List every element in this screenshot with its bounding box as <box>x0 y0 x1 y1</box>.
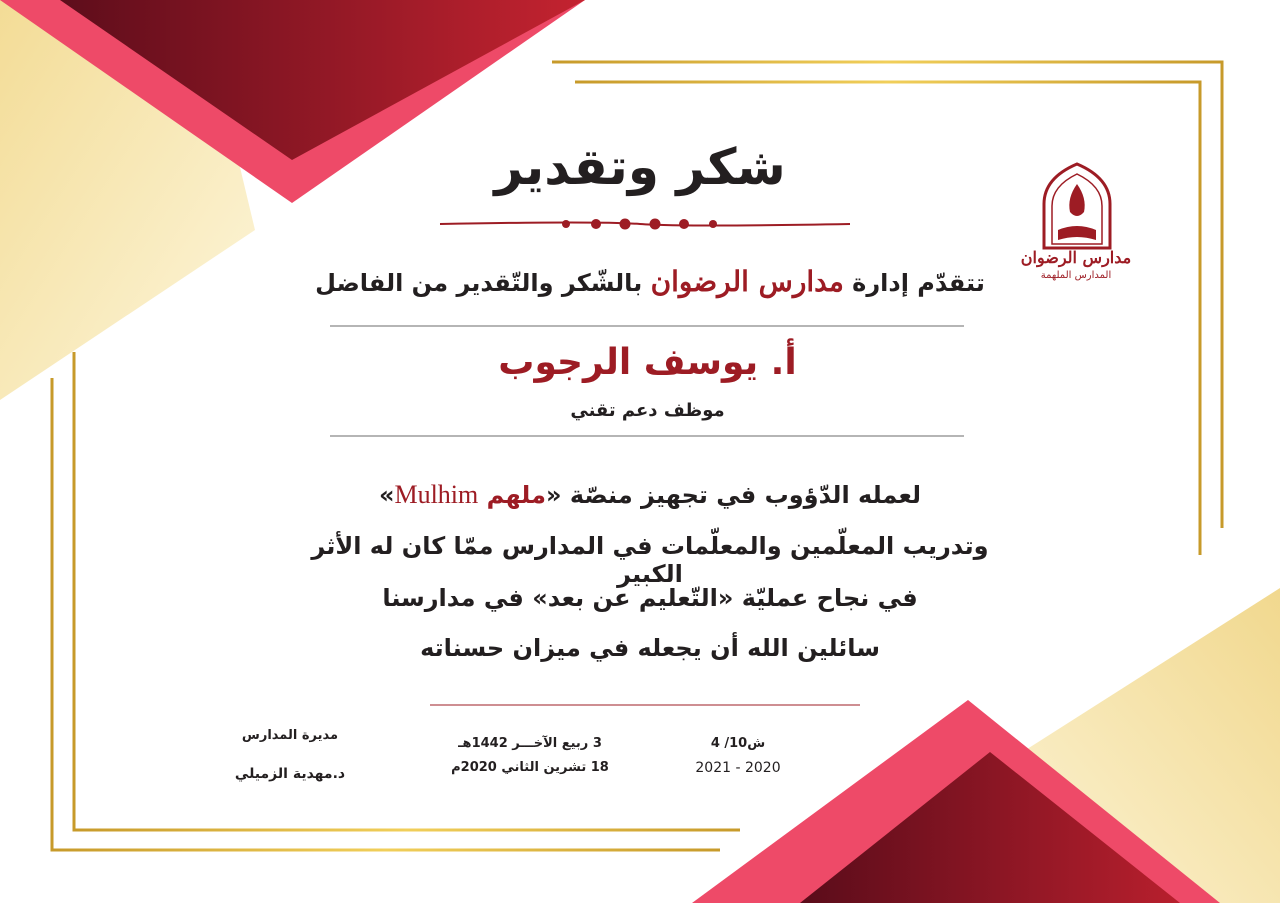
body-line-2: وتدريب المعلّمين والمعلّمات في المدارس ممّا كان له الأثر الكبير <box>311 532 989 588</box>
intro-line <box>300 265 1000 298</box>
body-line-3: في نجاح عمليّة «التّعليم عن بعد» في مدارسنا <box>382 584 918 612</box>
honoree-role: موظف دعم تقني <box>570 400 725 421</box>
title-ornament <box>440 219 850 230</box>
reference-number: ش10/ 4 <box>710 736 766 751</box>
reference-year: 2020 - 2021 <box>695 760 781 776</box>
intro-after: بالشّكر والتّقدير من الفاضل <box>315 269 651 297</box>
date-gregorian: 18 تشرين الثاني 2020م <box>451 760 609 775</box>
honoree-name: أ. يوسف الرجوب <box>498 342 797 383</box>
principal-name: د.مهدية الزميلي <box>234 766 346 782</box>
logo-name: مدارس الرضوان <box>1020 248 1132 267</box>
platform-name-ar: ملهم <box>486 481 546 509</box>
body-line1-before: لعمله الدّؤوب في تجهيز منصّة « <box>545 481 922 509</box>
logo-subtitle: المدارس الملهمة <box>1040 270 1112 281</box>
intro-before: تتقدّم إدارة <box>843 269 985 297</box>
intro-brand: مدارس الرضوان <box>650 265 844 298</box>
certificate-title: شكر وتقدير <box>494 138 786 196</box>
principal-title: مديرة المدارس <box>241 728 339 743</box>
body-line-4: سائلين الله أن يجعله في ميزان حسناته <box>420 634 880 662</box>
gold-frame-bottom-left <box>52 378 720 850</box>
date-hijri: 3 ربيع الآخـــر 1442هـ <box>458 736 602 751</box>
body-line-1 <box>280 480 1020 510</box>
platform-name-en: Mulhim <box>394 480 479 509</box>
body-line1-after: » <box>378 481 395 509</box>
